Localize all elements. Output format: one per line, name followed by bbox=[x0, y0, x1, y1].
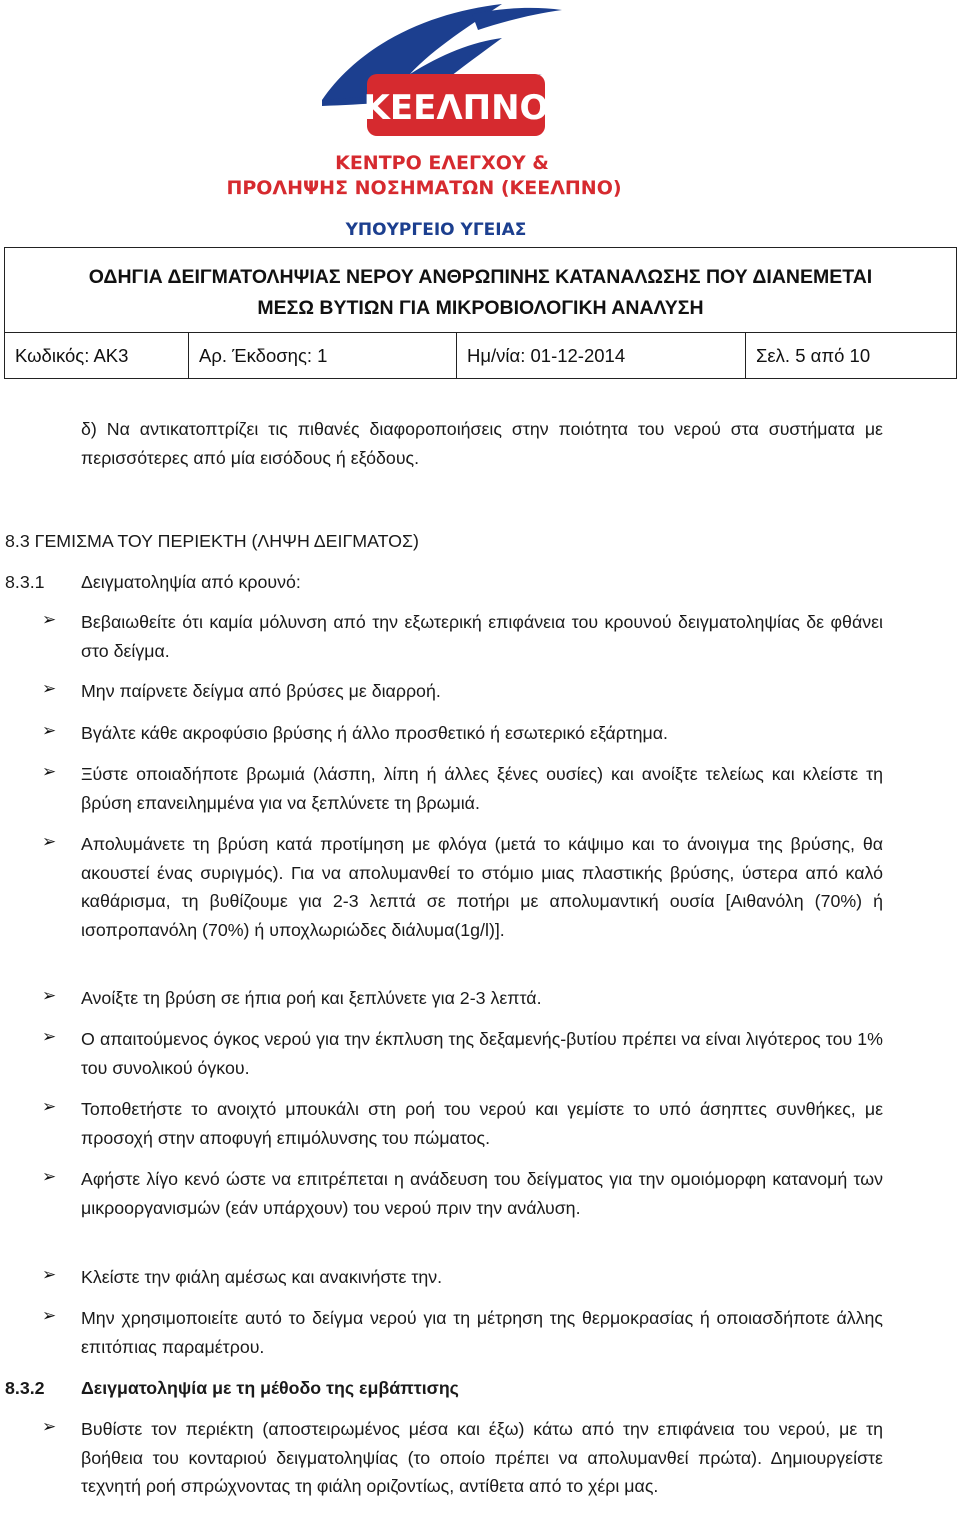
bullet-arrow-icon: ➢ bbox=[42, 1417, 57, 1436]
list-item: Τοποθετήστε το ανοιχτό μπουκάλι στη ροή του νερού και γεμίστε το υπό άσηπτες συνθήκες, με προσοχή στην αποφυγή επιμόλυνσης του πώματος. bbox=[81, 1099, 883, 1148]
list-item: Βγάλτε κάθε ακροφύσιο βρύσης ή άλλο προσθετικό ή εσωτερικό εξάρτημα. bbox=[81, 723, 668, 743]
list-item: Ξύστε οποιαδήποτε βρωμιά (λάσπη, λίπη ή άλλες ξένες ουσίες) και ανοίξτε τελείως και κλείστε τη βρύση επανειλημμένα για να ξεπλύνετε τη βρωμιά. bbox=[81, 764, 883, 813]
bullet-arrow-icon: ➢ bbox=[42, 986, 57, 1005]
list-item: Απολυμάνετε τη βρύση κατά προτίμηση με φλόγα (μετά το κάψιμο και το άνοιγμα της βρύσης, θα ακουστεί ένας συριγμός). Για να απολυμανθεί το στόμιο μιας πλαστικής βρύσης, ύστερα από καλό καθάρισμα, τη βυθίζουμε για 2-3 λεπτά σε ποτήρι με απολυμαντική ουσία [Αιθανόλη (70%) ή ισοπροπανόλη (70%) ή υποχλωριώδες διάλυμα(1g/l)]. bbox=[81, 834, 883, 940]
bullet-arrow-icon: ➢ bbox=[42, 1306, 57, 1325]
list-item: Ο απαιτούμενος όγκος νερού για την έκπλυση της δεξαμενής-βυτίου πρέπει να είναι λιγότερος του 1% του συνολικού όγκου. bbox=[81, 1029, 883, 1078]
subsection-1-title: Δειγματοληψία από κρουνό: bbox=[81, 572, 301, 592]
document-meta-row bbox=[5, 333, 956, 378]
section-title: 8.3 ΓΕΜΙΣΜΑ ΤΟΥ ΠΕΡΙΕΚΤΗ (ΛΗΨΗ ΔΕΙΓΜΑΤΟΣ) bbox=[5, 531, 419, 551]
bullet-arrow-icon: ➢ bbox=[42, 762, 57, 781]
bullet-arrow-icon: ➢ bbox=[42, 679, 57, 698]
bullet-arrow-icon: ➢ bbox=[42, 1097, 57, 1116]
list-item: Ανοίξτε τη βρύση σε ήπια ροή και ξεπλύνετε για 2-3 λεπτά. bbox=[81, 988, 542, 1008]
logo-line1: ΚΕΝΤΡΟ ΕΛΕΓΧΟΥ & bbox=[335, 152, 549, 174]
list-item: Μην χρησιμοποιείτε αυτό το δείγμα νερού για τη μέτρηση της θερμοκρασίας ή οποιασδήποτε άλλης επιτόπιας παραμέτρου. bbox=[81, 1308, 883, 1357]
list-item: Αφήστε λίγο κενό ώστε να επιτρέπεται η ανάδευση του δείγματος για την ομοιόμορφη κατανομή των μικροοργανισμών (εάν υπάρχουν) του νερού πριν την ανάλυση. bbox=[81, 1169, 883, 1218]
document-edition: Αρ. Έκδοσης: 1 bbox=[189, 333, 457, 378]
bullet-arrow-icon: ➢ bbox=[42, 1027, 57, 1046]
list-item: Μην παίρνετε δείγμα από βρύσες με διαρροή. bbox=[81, 681, 441, 701]
list-item: Κλείστε την φιάλη αμέσως και ανακινήστε την. bbox=[81, 1267, 443, 1287]
document-date: Ημ/νία: 01-12-2014 bbox=[457, 333, 746, 378]
document-title bbox=[5, 248, 956, 333]
bullet-arrow-icon: ➢ bbox=[42, 1265, 57, 1284]
list-item: Βεβαιωθείτε ότι καμία μόλυνση από την εξωτερική επιφάνεια του κρουνού δειγματοληψίας δε φθάνει στο δείγμα. bbox=[81, 612, 883, 661]
bullet-arrow-icon: ➢ bbox=[42, 1167, 57, 1186]
logo-ministry: ΥΠΟΥΡΓΕΙΟ ΥΓΕΙΑΣ bbox=[345, 220, 527, 240]
keelpno-logo bbox=[172, 2, 712, 242]
document-title-line1: ΟΔΗΓΙΑ ΔΕΙΓΜΑΤΟΛΗΨΙΑΣ ΝΕΡΟΥ ΑΝΘΡΩΠΙΝΗΣ ΚΑΤΑΝΑΛΩΣΗΣ ΠΟΥ ΔΙΑΝΕΜΕΤΑΙ bbox=[88, 266, 873, 288]
document-code: Κωδικός: ΑΚ3 bbox=[5, 333, 189, 378]
bullet-arrow-icon: ➢ bbox=[42, 610, 57, 629]
document-header-table bbox=[4, 247, 957, 379]
intro-paragraph: δ) Να αντικατοπτρίζει τις πιθανές διαφοροποιήσεις στην ποιότητα του νερού στα συστήματα με περισσότερες από μία εισόδους ή εξόδους. bbox=[81, 419, 883, 468]
list-item: Βυθίστε τον περιέκτη (αποστειρωμένος μέσα και έξω) κάτω από την επιφάνεια του νερού, με τη βοήθεια του κονταριού δειγματοληψίας (το οποίο πρέπει να απολυμανθεί πρώτα). Δημιουργείστε τεχνητή ροή σπρώχνοντας τη φιάλη οριζοντίως, αντίθετα από το χέρι μας. bbox=[81, 1419, 883, 1496]
document-title-line2: ΜΕΣΩ ΒΥΤΙΩΝ ΓΙΑ ΜΙΚΡΟΒΙΟΛΟΓΙΚΗ ΑΝΑΛΥΣΗ bbox=[257, 297, 704, 319]
bullet-arrow-icon: ➢ bbox=[42, 721, 57, 740]
subsection-2-title: Δειγματοληψία με τη μέθοδο της εμβάπτισης bbox=[81, 1378, 459, 1398]
subsection-2-number: 8.3.2 bbox=[5, 1378, 45, 1398]
document-page: Σελ. 5 από 10 bbox=[756, 344, 871, 366]
logo-name: ΚΕΕΛΠΝΟ bbox=[363, 88, 549, 128]
subsection-1-number: 8.3.1 bbox=[5, 572, 45, 592]
bullet-arrow-icon: ➢ bbox=[42, 832, 57, 851]
logo-line2: ΠΡΟΛΗΨΗΣ ΝΟΣΗΜΑΤΩΝ (ΚΕΕΛΠΝΟ) bbox=[226, 177, 622, 199]
keelpno-logo-graphic bbox=[172, 2, 712, 242]
